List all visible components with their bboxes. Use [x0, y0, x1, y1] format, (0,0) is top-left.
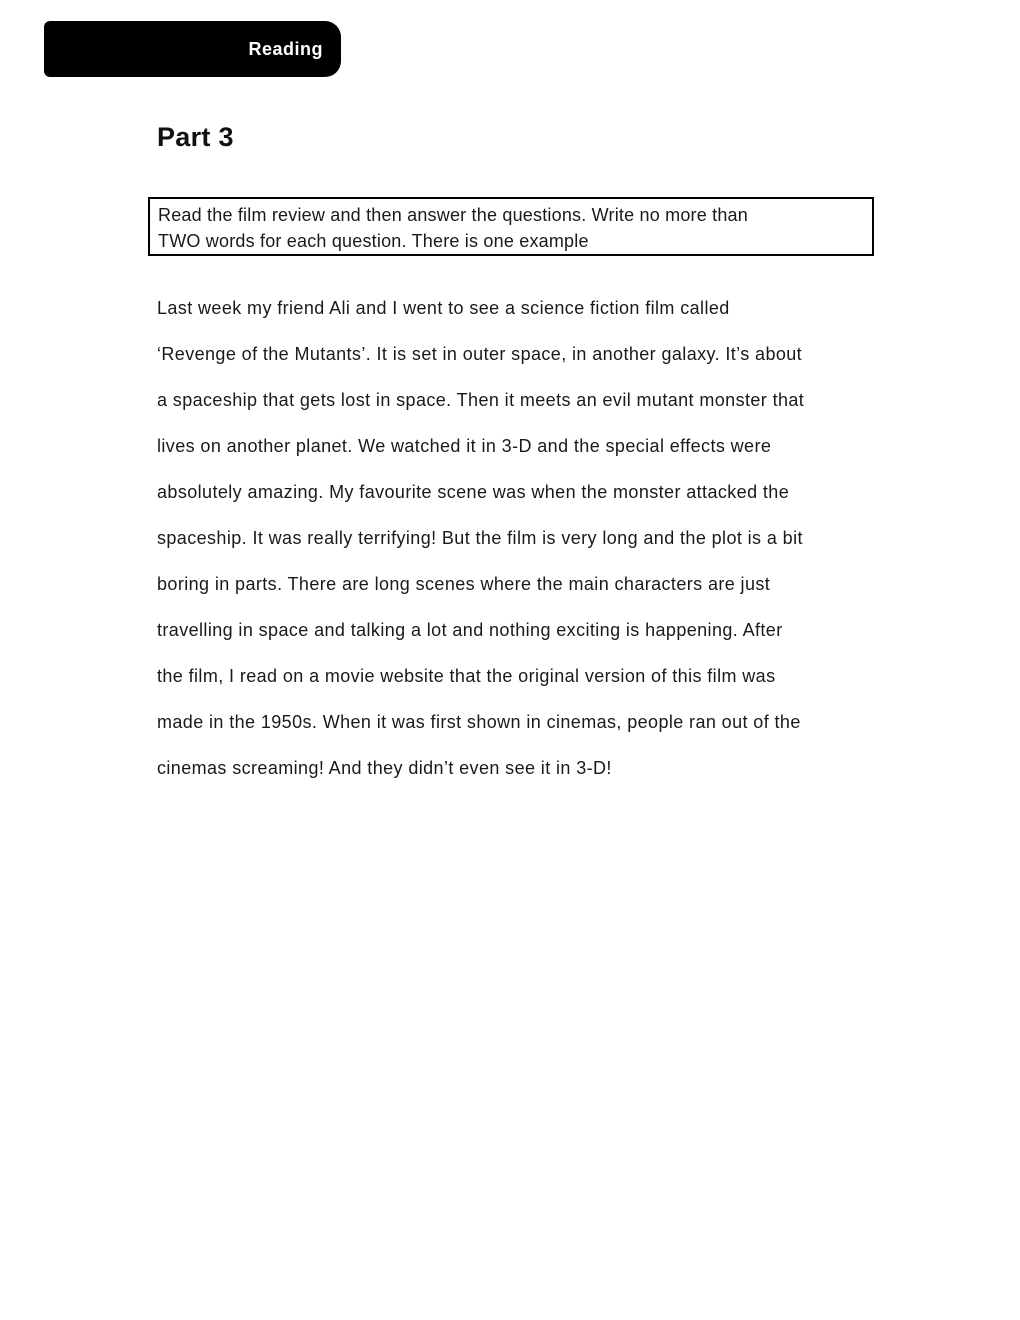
review-line: boring in parts. There are long scenes where the main characters are just [157, 574, 771, 594]
review-line: a spaceship that gets lost in space. Then it meets an evil mutant monster that [157, 390, 805, 410]
section-tab-label: Reading [248, 38, 323, 59]
instruction-line: Read the film review and then answer the questions. Write no more than [158, 205, 748, 225]
review-line: lives on another planet. We watched it in 3-D and the special effects were [157, 436, 772, 456]
part-heading: Part 3 [157, 122, 234, 152]
instruction-box [148, 197, 874, 256]
review-line: travelling in space and talking a lot and nothing exciting is happening. After [157, 620, 783, 640]
section-tab-reading [44, 21, 341, 77]
review-line: made in the 1950s. When it was first shown in cinemas, people ran out of the [157, 712, 801, 732]
review-line: spaceship. It was really terrifying! But the film is very long and the plot is a bit [157, 528, 803, 548]
review-line: Last week my friend Ali and I went to see a science fiction film called [157, 298, 730, 318]
instruction-line: TWO words for each question. There is one example [158, 231, 589, 251]
review-line: ‘Revenge of the Mutants’. It is set in outer space, in another galaxy. It’s about [157, 344, 803, 364]
review-line: cinemas screaming! And they didn’t even see it in 3-D! [157, 758, 612, 778]
review-line: absolutely amazing. My favourite scene was when the monster attacked the [157, 482, 790, 502]
review-line: the film, I read on a movie website that the original version of this film was [157, 666, 776, 686]
film-review-text [157, 285, 897, 791]
